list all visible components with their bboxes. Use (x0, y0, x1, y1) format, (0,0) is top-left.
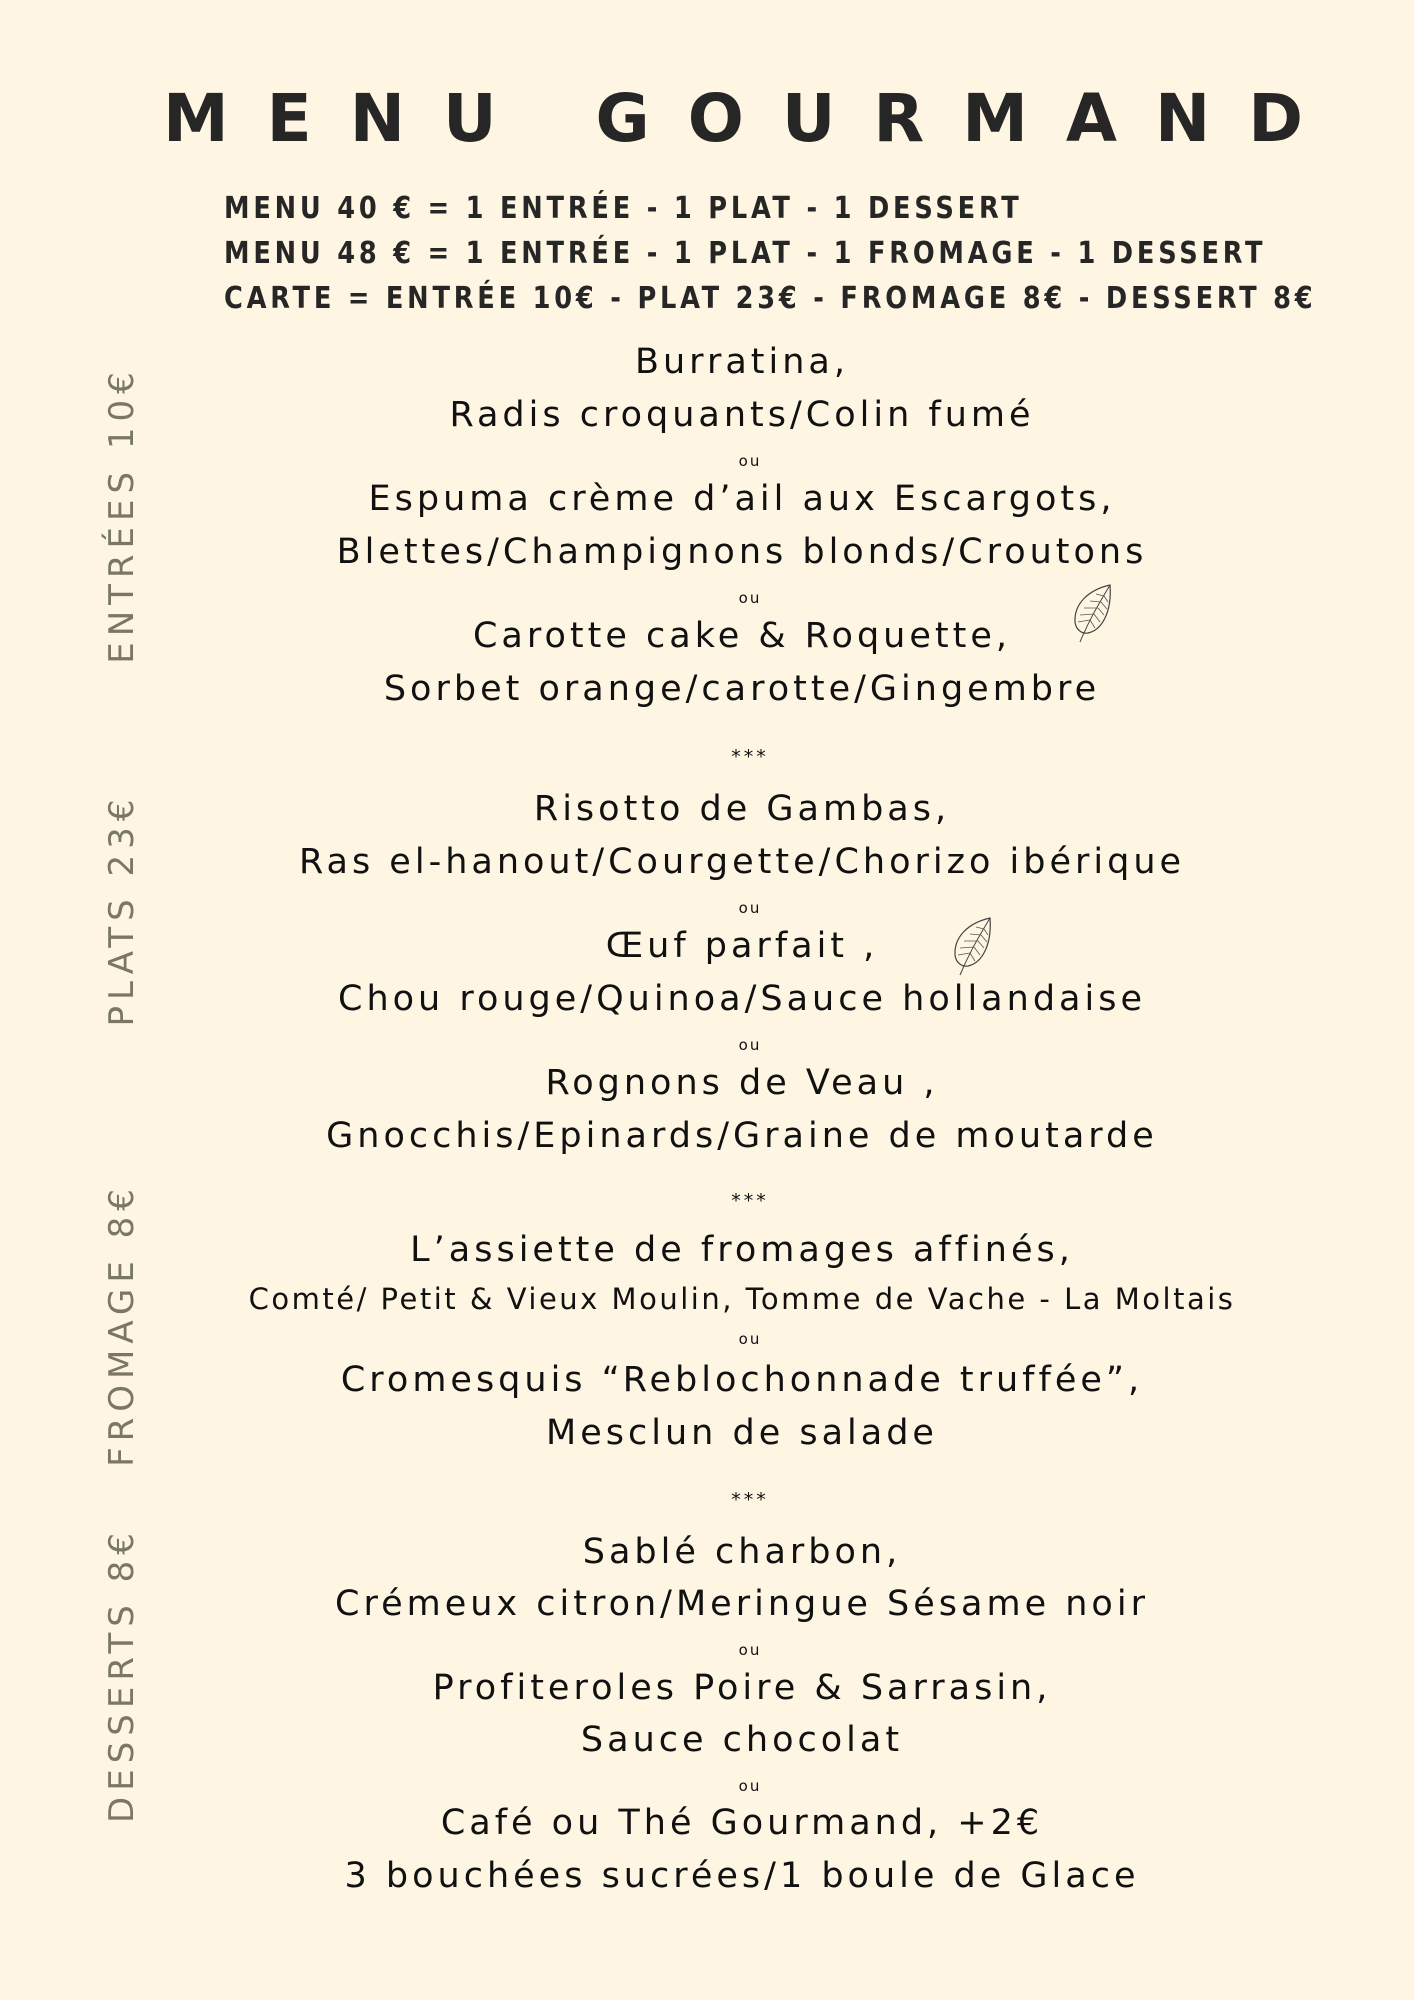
or-separator: ou (738, 1777, 762, 1795)
section-separator: *** (731, 1190, 769, 1212)
pricing-carte: CARTE = ENTRÉE 10€ - PLAT 23€ - FROMAGE 8€ - DESSERT 8€ (224, 281, 1317, 316)
section-label-fromage: FROMAGE 8€ (102, 1183, 142, 1467)
or-separator: ou (738, 1036, 762, 1054)
dish-name: Espuma crème d’ail aux Escargots, (368, 479, 1116, 519)
or-separator: ou (738, 899, 762, 917)
pricing-block (224, 186, 1316, 321)
section-separator: *** (731, 1489, 769, 1511)
or-separator: ou (738, 1330, 762, 1348)
section-separator: *** (731, 746, 769, 768)
dish-detail: Crémeux citron/Meringue Sésame noir (335, 1584, 1149, 1624)
dish-name: Sablé charbon, (582, 1532, 902, 1572)
dish-detail: Sauce chocolat (580, 1720, 904, 1760)
dish-name: Burratina, (634, 342, 849, 382)
dish-detail: Radis croquants/Colin fumé (449, 395, 1035, 435)
dish-detail: Mesclun de salade (546, 1413, 938, 1453)
section-label-entrees: ENTRÉES 10€ (102, 366, 142, 664)
dish-name: Risotto de Gambas, (533, 789, 951, 829)
dish-detail: Sorbet orange/carotte/Gingembre (383, 669, 1101, 709)
dish-detail: Comté/ Petit & Vieux Moulin, Tomme de Vache - La Moltais (248, 1282, 1236, 1316)
dish-name: Cromesquis “Reblochonnade truffée”, (340, 1360, 1144, 1400)
section-label-desserts: DESSERTS 8€ (102, 1527, 142, 1823)
or-separator: ou (738, 452, 762, 470)
or-separator: ou (738, 589, 762, 607)
section-label-plats: PLATS 23€ (102, 793, 142, 1027)
leaf-icon (1068, 582, 1118, 644)
dish-detail: Gnocchis/Epinards/Graine de moutarde (326, 1116, 1158, 1156)
menu-title: MENU GOURMAND (162, 80, 1342, 157)
dish-name: L’assiette de fromages affinés, (410, 1230, 1074, 1270)
or-separator: ou (738, 1641, 762, 1659)
leaf-icon (948, 915, 998, 977)
dish-name: Café ou Thé Gourmand, +2€ (440, 1803, 1044, 1843)
dish-name: Œuf parfait , (605, 926, 879, 966)
dish-detail: Ras el-hanout/Courgette/Chorizo ibérique (298, 842, 1186, 882)
dish-detail: 3 bouchées sucrées/1 boule de Glace (344, 1856, 1140, 1896)
pricing-menu-48: MENU 48 € = 1 ENTRÉE - 1 PLAT - 1 FROMAGE - 1 DESSERT (224, 236, 1267, 271)
pricing-menu-40: MENU 40 € = 1 ENTRÉE - 1 PLAT - 1 DESSERT (224, 191, 1023, 226)
dish-name: Rognons de Veau , (545, 1063, 939, 1103)
dish-name: Carotte cake & Roquette, (472, 616, 1011, 656)
dish-detail: Chou rouge/Quinoa/Sauce hollandaise (338, 979, 1146, 1019)
dish-name: Profiteroles Poire & Sarrasin, (432, 1668, 1052, 1708)
dish-detail: Blettes/Champignons blonds/Croutons (336, 532, 1148, 572)
